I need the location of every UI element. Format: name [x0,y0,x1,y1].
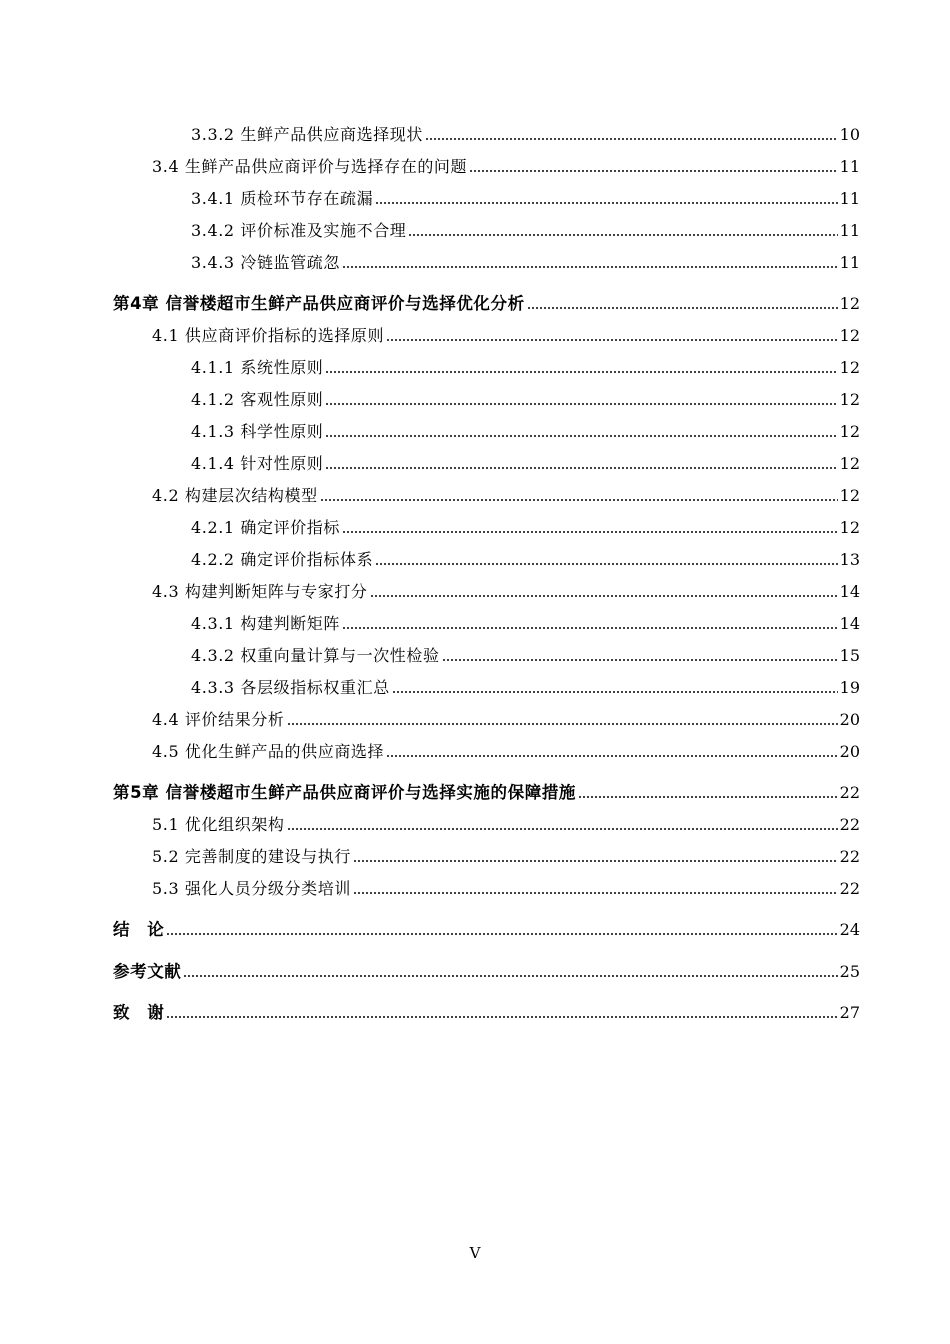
toc-entry-page: 20 [839,742,860,761]
toc-entry-label: 4.1 供应商评价指标的选择原则 [152,326,385,345]
toc-entry-4-1-3[interactable] [191,418,860,442]
toc-entry-page: 11 [839,221,860,240]
toc-leader-dots [527,306,838,310]
toc-entry-page: 10 [839,125,860,144]
toc-entry-page: 14 [839,582,860,601]
toc-entry-page: 25 [839,962,860,981]
toc-entry-conclusion[interactable] [113,916,860,940]
toc-entry-label: 4.2.1 确定评价指标 [191,518,340,537]
toc-leader-dots [342,265,838,269]
toc-leader-dots [287,827,838,831]
toc-entry-4-1-1[interactable] [191,354,860,378]
toc-leader-dots [375,201,837,205]
toc-leader-dots [425,137,838,141]
toc-entry-label: 4.1.1 系统性原则 [191,358,324,377]
toc-entry-page: 11 [839,253,860,272]
toc-entry-label: 4.2 构建层次结构模型 [152,486,318,505]
page-number: V [469,1244,481,1262]
toc-leader-dots [342,626,838,630]
toc-entry-label: 4.3.3 各层级指标权重汇总 [191,678,390,697]
toc-entry-label: 5.2 完善制度的建设与执行 [152,847,351,866]
toc-leader-dots [287,722,838,726]
toc-entry-4-3-2[interactable] [191,642,860,666]
toc-entry-page: 22 [839,879,860,898]
toc-entry-label: 4.2.2 确定评价指标体系 [191,550,374,569]
toc-leader-dots [469,169,838,173]
toc-entry-page: 22 [839,847,860,866]
toc-entry-4-1-2[interactable] [191,386,860,410]
toc-leader-dots [375,562,837,566]
toc-entry-page: 12 [839,294,860,313]
toc-entry-label: 第4章 信誉楼超市生鲜产品供应商评价与选择优化分析 [113,294,525,313]
toc-entry-label: 4.4 评价结果分析 [152,710,285,729]
toc-entry-label: 4.3.1 构建判断矩阵 [191,614,340,633]
toc-entry-label: 4.5 优化生鲜产品的供应商选择 [152,742,385,761]
toc-entry-page: 22 [839,783,860,802]
toc-entry-page: 22 [839,815,860,834]
toc-entry-page: 24 [839,920,860,939]
toc-entry-page: 12 [839,358,860,377]
toc-entry-4-3-1[interactable] [191,610,860,634]
toc-entry-label: 5.1 优化组织架构 [152,815,285,834]
toc-entry-acknowledgements[interactable] [113,999,860,1023]
toc-entry-label: 4.3 构建判断矩阵与专家打分 [152,582,368,601]
toc-entry-page: 12 [839,454,860,473]
toc-entry-4-2-1[interactable] [191,514,860,538]
toc-entry-5-1[interactable] [152,811,860,835]
toc-entry-label: 3.3.2 生鲜产品供应商选择现状 [191,125,423,144]
toc-leader-dots [386,338,838,342]
toc-entry-3-4-3[interactable] [191,249,860,273]
toc-entry-page: 20 [839,710,860,729]
toc-entry-4-4[interactable] [152,706,860,730]
toc-entry-label: 3.4.1 质检环节存在疏漏 [191,189,374,208]
toc-entry-4-2[interactable] [152,482,860,506]
toc-leader-dots [353,859,838,863]
toc-entry-label: 4.3.2 权重向量计算与一次性检验 [191,646,440,665]
toc-entry-page: 12 [839,390,860,409]
toc-entry-page: 11 [839,189,860,208]
toc-entry-label: 3.4.3 冷链监管疏忽 [191,253,340,272]
toc-leader-dots [342,530,838,534]
toc-leader-dots [325,370,837,374]
toc-entry-label: 致 谢 [113,1003,165,1022]
toc-entry-page: 11 [839,157,860,176]
toc-entry-3-3-2[interactable] [191,121,860,145]
toc-leader-dots [408,233,837,237]
toc-leader-dots [325,434,837,438]
toc-entry-page: 12 [839,422,860,441]
toc-entry-4-2-2[interactable] [191,546,860,570]
toc-leader-dots [183,974,837,978]
toc-leader-dots [325,402,837,406]
toc-entry-label: 结 论 [113,920,165,939]
toc-entry-label: 3.4.2 评价标准及实施不合理 [191,221,407,240]
toc-entry-5-2[interactable] [152,843,860,867]
toc-leader-dots [392,690,838,694]
toc-entry-label: 第5章 信誉楼超市生鲜产品供应商评价与选择实施的保障措施 [113,783,577,802]
toc-leader-dots [370,594,838,598]
toc-entry-4-5[interactable] [152,738,860,762]
toc-entry-page: 12 [839,518,860,537]
toc-entry-4-1-4[interactable] [191,450,860,474]
toc-leader-dots [386,754,838,758]
toc-entry-4-1[interactable] [152,322,860,346]
toc-entry-page: 12 [839,486,860,505]
toc-leader-dots [578,795,838,799]
toc-entry-page: 15 [839,646,860,665]
toc-entry-label: 参考文献 [113,962,182,981]
toc-entry-3-4-2[interactable] [191,217,860,241]
toc-leader-dots [353,891,838,895]
toc-entry-3-4[interactable] [152,153,860,177]
toc-leader-dots [325,466,837,470]
toc-entry-chapter-5[interactable] [113,779,860,803]
toc-entry-label: 4.1.3 科学性原则 [191,422,324,441]
toc-leader-dots [442,658,838,662]
toc-entry-label: 4.1.4 针对性原则 [191,454,324,473]
toc-entry-page: 27 [839,1003,860,1022]
toc-entry-references[interactable] [113,958,860,982]
toc-entry-5-3[interactable] [152,875,860,899]
toc-entry-4-3-3[interactable] [191,674,860,698]
toc-leader-dots [166,1015,837,1019]
toc-leader-dots [320,498,838,502]
toc-leader-dots [166,932,837,936]
toc-entry-chapter-4[interactable] [113,290,860,314]
toc-entry-label: 5.3 强化人员分级分类培训 [152,879,351,898]
toc-entry-4-3[interactable] [152,578,860,602]
toc-entry-label: 4.1.2 客观性原则 [191,390,324,409]
toc-entry-page: 14 [839,614,860,633]
toc-entry-page: 19 [839,678,860,697]
toc-entry-page: 12 [839,326,860,345]
toc-entry-label: 3.4 生鲜产品供应商评价与选择存在的问题 [152,157,468,176]
toc-entry-3-4-1[interactable] [191,185,860,209]
toc-entry-page: 13 [839,550,860,569]
